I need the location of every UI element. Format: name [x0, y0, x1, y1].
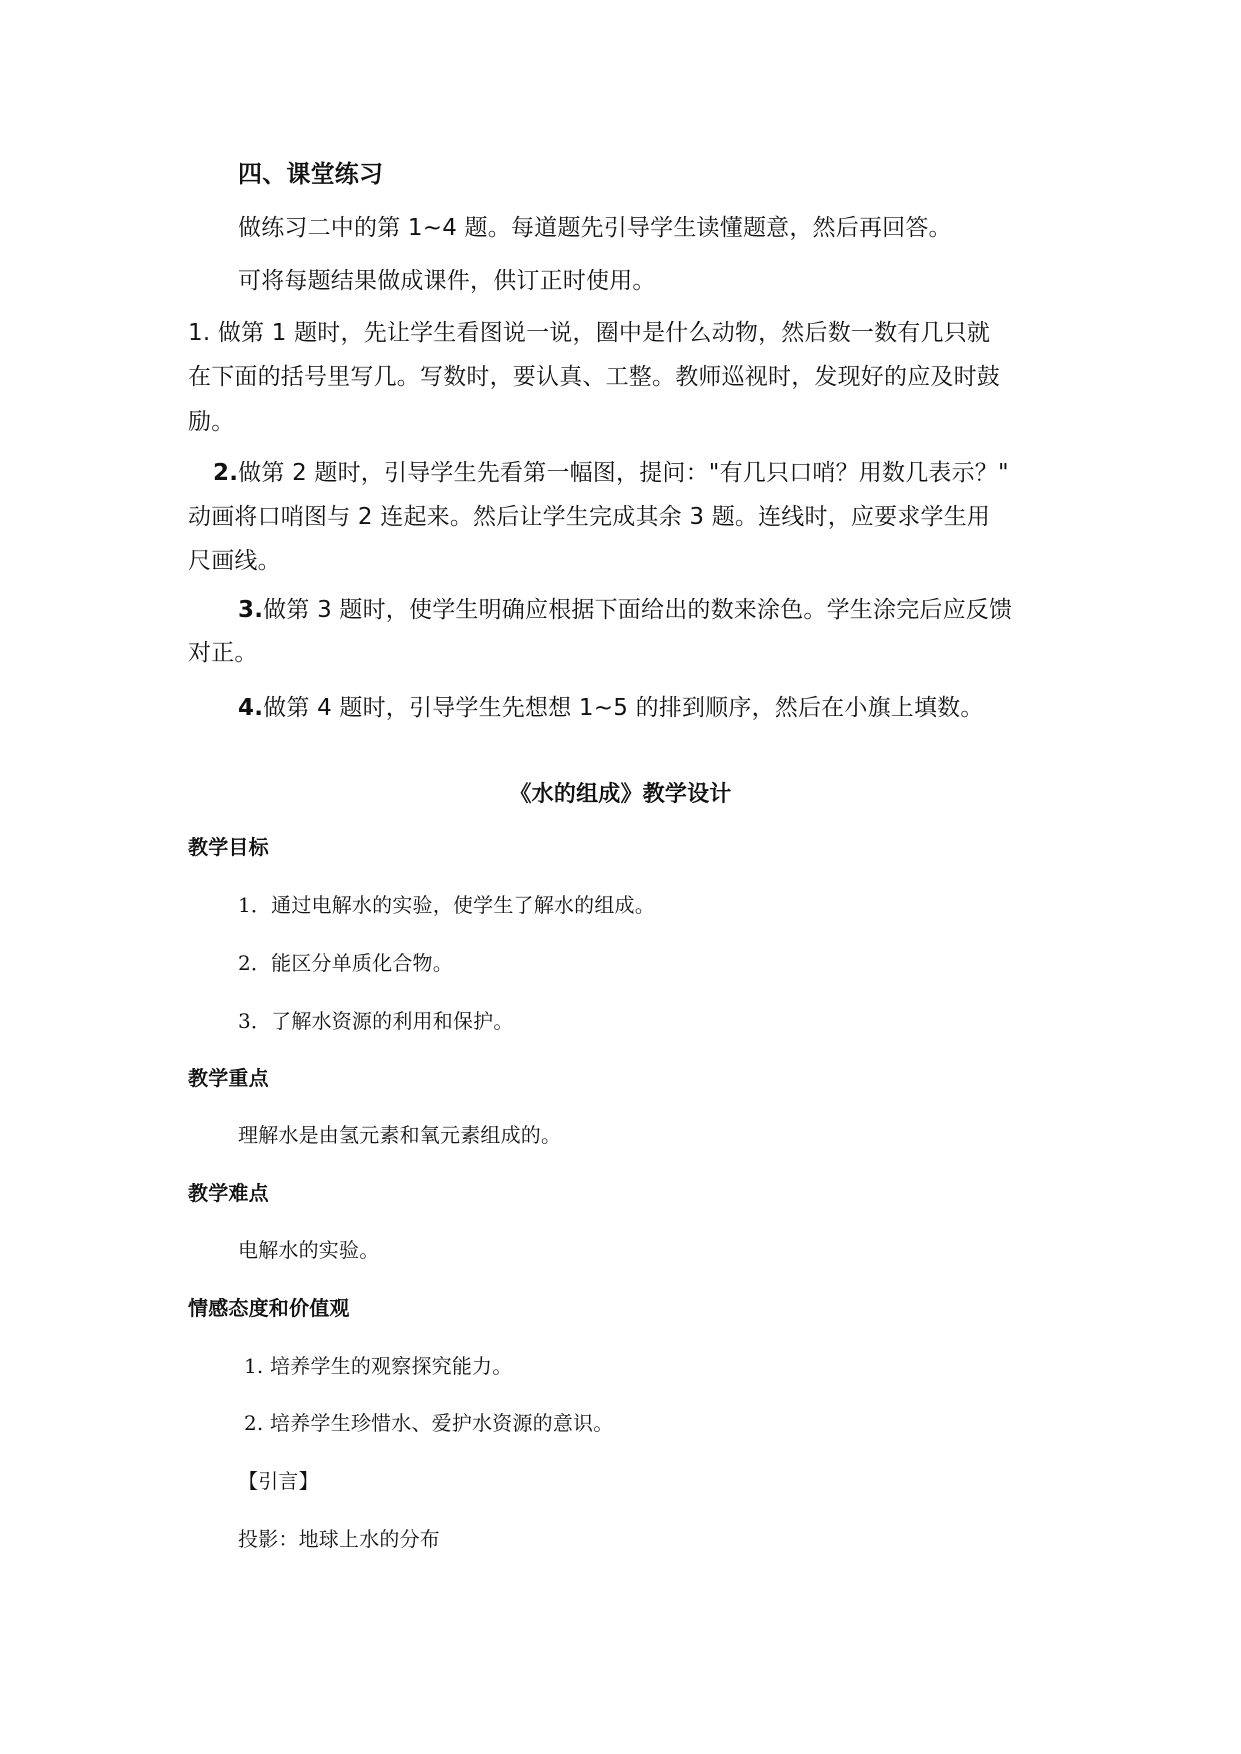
exercise-item-1-line: 励。 [188, 409, 235, 435]
document-title: 《水的组成》教学设计 [509, 782, 732, 807]
exercise-item-number: 4. [238, 695, 264, 721]
exercise-item-2-line: 动画将口哨图与 2 连起来。然后让学生完成其余 3 题。连线时，应要求学生用 [188, 504, 991, 530]
difficulty-heading: 教学难点 [188, 1181, 269, 1205]
key-points-heading: 教学重点 [188, 1066, 269, 1090]
goal-item: 2．能区分单质化合物。 [238, 951, 453, 975]
exercise-item-4-line [238, 697, 984, 720]
projection-text: 投影：地球上水的分布 [238, 1527, 440, 1551]
exercise-item-number: 2. [213, 460, 239, 486]
exercise-item-text: 做第 3 题时，使学生明确应根据下面给出的数来涂色。学生涂完后应反馈 [263, 597, 1013, 623]
values-heading: 情感态度和价值观 [188, 1296, 350, 1320]
section-paragraph: 做练习二中的第 1~4 题。每道题先引导学生读懂题意，然后再回答。 [238, 215, 952, 241]
exercise-item-3-line: 对正。 [188, 640, 258, 666]
section-title: 四、课堂练习 [238, 160, 384, 188]
section-paragraph: 可将每题结果做成课件，供订正时使用。 [238, 268, 656, 294]
exercise-item-1-line: 1. 做第 1 题时，先让学生看图说一说，圈中是什么动物，然后数一数有几只就 [188, 320, 991, 346]
exercise-item-text: 做第 4 题时，引导学生先想想 1~5 的排到顺序，然后在小旗上填数。 [263, 695, 984, 721]
difficulty-text: 电解水的实验。 [238, 1238, 380, 1262]
goal-item: 3．了解水资源的利用和保护。 [238, 1009, 514, 1033]
values-item: 2. 培养学生珍惜水、爱护水资源的意识。 [244, 1411, 614, 1435]
goal-item: 1．通过电解水的实验，使学生了解水的组成。 [238, 893, 655, 917]
values-item: 1. 培养学生的观察探究能力。 [244, 1354, 513, 1378]
exercise-item-text: 做第 2 题时，引导学生先看第一幅图，提问："有几只口哨？用数几表示？" [238, 460, 1009, 486]
exercise-item-number: 3. [238, 597, 264, 623]
exercise-item-1-line: 在下面的括号里写几。写数时，要认真、工整。教师巡视时，发现好的应及时鼓 [188, 364, 1000, 390]
exercise-item-2-line [213, 462, 1009, 485]
goals-heading: 教学目标 [188, 835, 269, 859]
intro-label: 【引言】 [238, 1469, 319, 1493]
key-points-text: 理解水是由氢元素和氧元素组成的。 [238, 1123, 562, 1147]
exercise-item-3-line [238, 599, 1012, 622]
exercise-item-2-line: 尺画线。 [188, 548, 281, 574]
